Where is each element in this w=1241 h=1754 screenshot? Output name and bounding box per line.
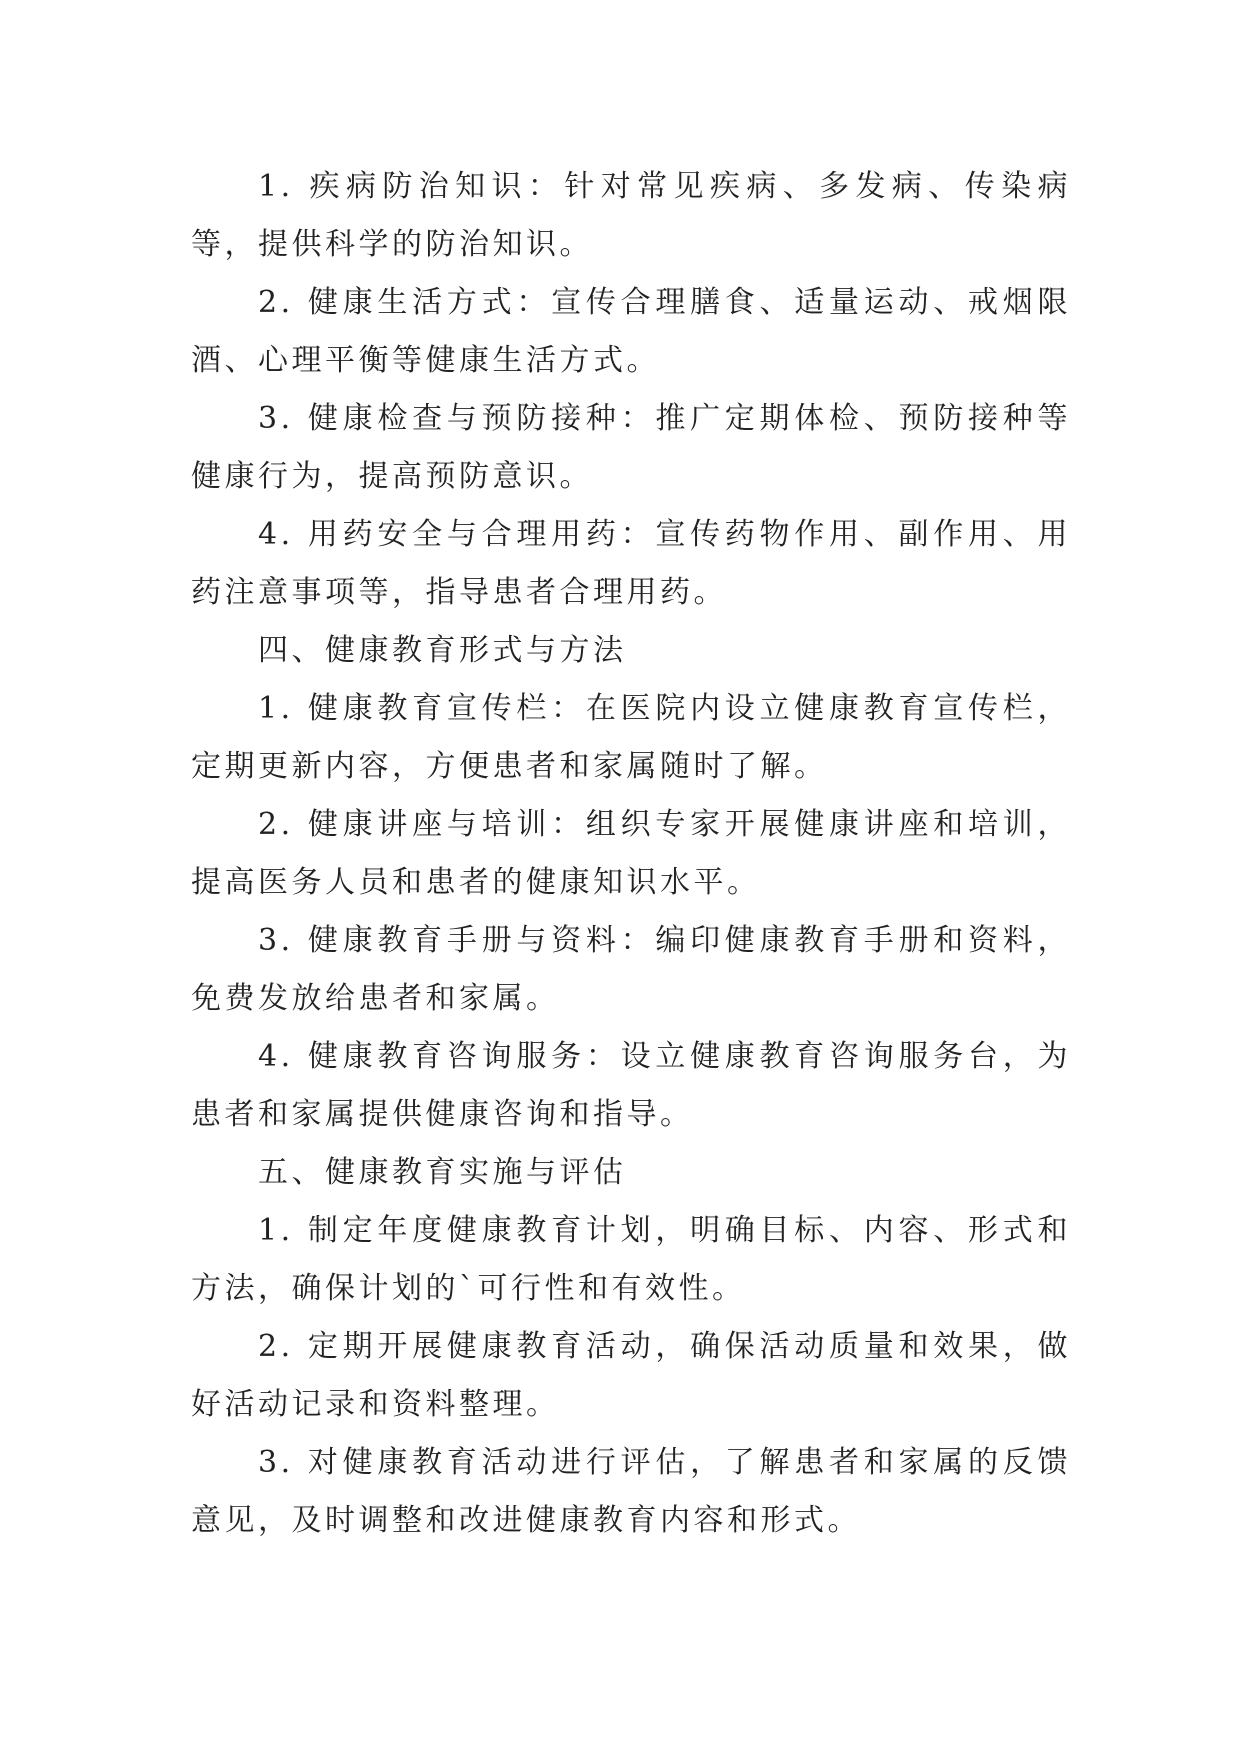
section-heading-forms-methods: 四、健康教育形式与方法 bbox=[258, 633, 627, 668]
paragraph-lectures-training: 2. 健康讲座与培训：组织专家开展健康讲座和培训，提高医务人员和患者的健康知识水平。 bbox=[191, 807, 1071, 900]
paragraph-consulting-service: 4. 健康教育咨询服务：设立健康教育咨询服务台，为患者和家属提供健康咨询和指导。 bbox=[191, 1039, 1071, 1132]
paragraph-regular-activities: 2. 定期开展健康教育活动，确保活动质量和效果，做好活动记录和资料整理。 bbox=[191, 1329, 1071, 1422]
section-heading-implementation-evaluation: 五、健康教育实施与评估 bbox=[258, 1155, 627, 1190]
paragraph-healthy-lifestyle: 2. 健康生活方式：宣传合理膳食、适量运动、戒烟限酒、心理平衡等健康生活方式。 bbox=[191, 285, 1071, 378]
paragraph-medication-safety: 4. 用药安全与合理用药：宣传药物作用、副作用、用药注意事项等，指导患者合理用药。 bbox=[191, 517, 1071, 610]
paragraph-bulletin-board: 1. 健康教育宣传栏：在医院内设立健康教育宣传栏，定期更新内容，方便患者和家属随时了解。 bbox=[191, 691, 1071, 784]
paragraph-disease-prevention: 1. 疾病防治知识：针对常见疾病、多发病、传染病等，提供科学的防治知识。 bbox=[191, 169, 1071, 262]
paragraph-annual-plan: 1. 制定年度健康教育计划，明确目标、内容、形式和方法，确保计划的`可行性和有效性。 bbox=[191, 1213, 1071, 1306]
paragraph-handbooks: 3. 健康教育手册与资料：编印健康教育手册和资料，免费发放给患者和家属。 bbox=[191, 923, 1071, 1016]
document-body bbox=[191, 158, 1071, 1550]
paragraph-evaluation: 3. 对健康教育活动进行评估，了解患者和家属的反馈意见，及时调整和改进健康教育内容和形式。 bbox=[191, 1445, 1071, 1538]
paragraph-health-check: 3. 健康检查与预防接种：推广定期体检、预防接种等健康行为，提高预防意识。 bbox=[191, 401, 1071, 494]
